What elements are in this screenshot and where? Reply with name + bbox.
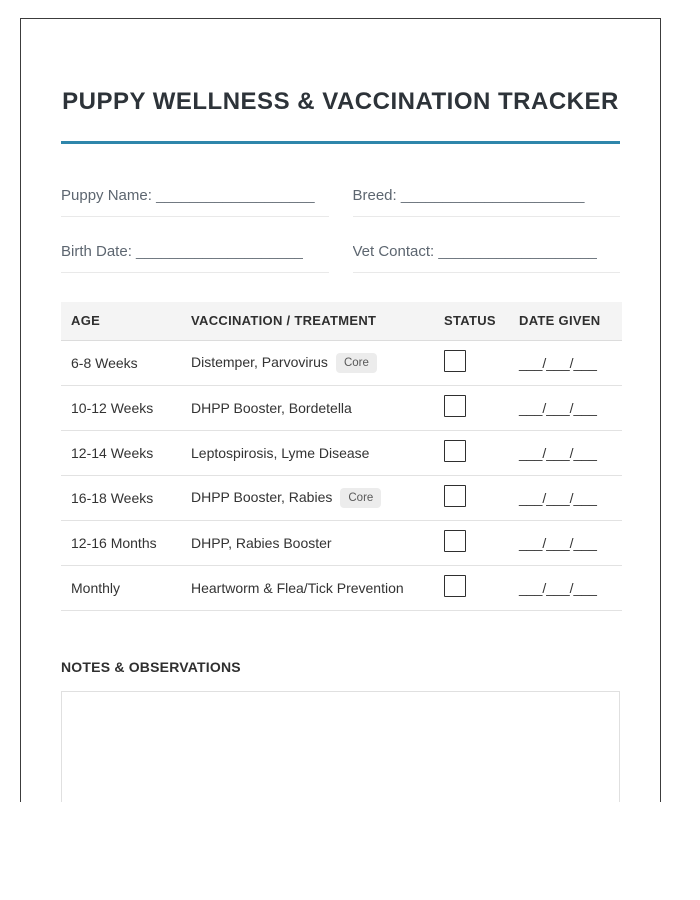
table-row bbox=[61, 520, 622, 565]
birth-date-label: Birth Date: bbox=[61, 243, 132, 260]
treatment-cell bbox=[191, 475, 444, 520]
date-given-blank: ___/___/___ bbox=[519, 565, 622, 610]
date-given-blank: ___/___/___ bbox=[519, 520, 622, 565]
age-cell: 6-8 Weeks bbox=[61, 340, 191, 385]
header-status: STATUS bbox=[444, 302, 519, 340]
date-given-blank: ___/___/___ bbox=[519, 475, 622, 520]
core-badge: Core bbox=[340, 488, 381, 508]
vet-contact-blank: ___________________ bbox=[438, 243, 597, 260]
breed-field[interactable] bbox=[353, 186, 621, 217]
treatment-cell bbox=[191, 520, 444, 565]
status-cell bbox=[444, 475, 519, 520]
status-cell bbox=[444, 565, 519, 610]
status-checkbox[interactable] bbox=[444, 350, 466, 372]
vaccination-table bbox=[61, 302, 622, 611]
table-row bbox=[61, 340, 622, 385]
age-cell: 10-12 Weeks bbox=[61, 385, 191, 430]
age-cell: Monthly bbox=[61, 565, 191, 610]
age-cell: 12-16 Months bbox=[61, 520, 191, 565]
info-fields bbox=[61, 186, 620, 273]
treatment-cell bbox=[191, 430, 444, 475]
status-cell bbox=[444, 430, 519, 475]
breed-label: Breed: bbox=[352, 187, 397, 204]
notes-input-area[interactable] bbox=[61, 691, 620, 803]
status-cell bbox=[444, 520, 519, 565]
header-date-given: DATE GIVEN bbox=[519, 302, 622, 340]
breed-blank: ______________________ bbox=[400, 187, 585, 204]
date-given-blank: ___/___/___ bbox=[519, 385, 622, 430]
puppy-name-blank: ___________________ bbox=[156, 187, 315, 204]
treatment-cell bbox=[191, 385, 444, 430]
date-given-blank: ___/___/___ bbox=[519, 340, 622, 385]
puppy-name-field[interactable] bbox=[61, 186, 329, 217]
table-row bbox=[61, 385, 622, 430]
treatment-label: DHPP Booster, Rabies bbox=[191, 488, 333, 505]
age-cell: 12-14 Weeks bbox=[61, 430, 191, 475]
treatment-label: Distemper, Parvovirus bbox=[191, 353, 328, 370]
table-row bbox=[61, 475, 622, 520]
treatment-label: Leptospirosis, Lyme Disease bbox=[191, 444, 370, 461]
core-badge: Core bbox=[336, 353, 377, 373]
vet-contact-label: Vet Contact: bbox=[352, 243, 435, 260]
treatment-cell bbox=[191, 340, 444, 385]
header-age: AGE bbox=[61, 302, 191, 340]
birth-date-field[interactable] bbox=[61, 242, 329, 273]
table-header-row bbox=[61, 302, 622, 340]
treatment-label: DHPP, Rabies Booster bbox=[191, 534, 332, 551]
birth-date-blank: ____________________ bbox=[136, 243, 303, 260]
treatment-label: DHPP Booster, Bordetella bbox=[191, 399, 352, 416]
header-treatment: VACCINATION / TREATMENT bbox=[191, 302, 444, 340]
treatment-cell bbox=[191, 565, 444, 610]
document-page bbox=[20, 18, 661, 802]
status-checkbox[interactable] bbox=[444, 530, 466, 552]
age-cell: 16-18 Weeks bbox=[61, 475, 191, 520]
puppy-name-label: Puppy Name: bbox=[61, 187, 152, 204]
table-row bbox=[61, 430, 622, 475]
date-given-blank: ___/___/___ bbox=[519, 430, 622, 475]
status-cell bbox=[444, 385, 519, 430]
vet-contact-field[interactable] bbox=[353, 242, 621, 273]
status-checkbox[interactable] bbox=[444, 575, 466, 597]
table-row bbox=[61, 565, 622, 610]
status-cell bbox=[444, 340, 519, 385]
page-title: PUPPY WELLNESS & VACCINATION TRACKER bbox=[62, 88, 619, 115]
status-checkbox[interactable] bbox=[444, 485, 466, 507]
title-divider bbox=[61, 141, 620, 144]
status-checkbox[interactable] bbox=[444, 395, 466, 417]
status-checkbox[interactable] bbox=[444, 440, 466, 462]
notes-heading: NOTES & OBSERVATIONS bbox=[61, 658, 241, 675]
treatment-label: Heartworm & Flea/Tick Prevention bbox=[191, 579, 404, 596]
